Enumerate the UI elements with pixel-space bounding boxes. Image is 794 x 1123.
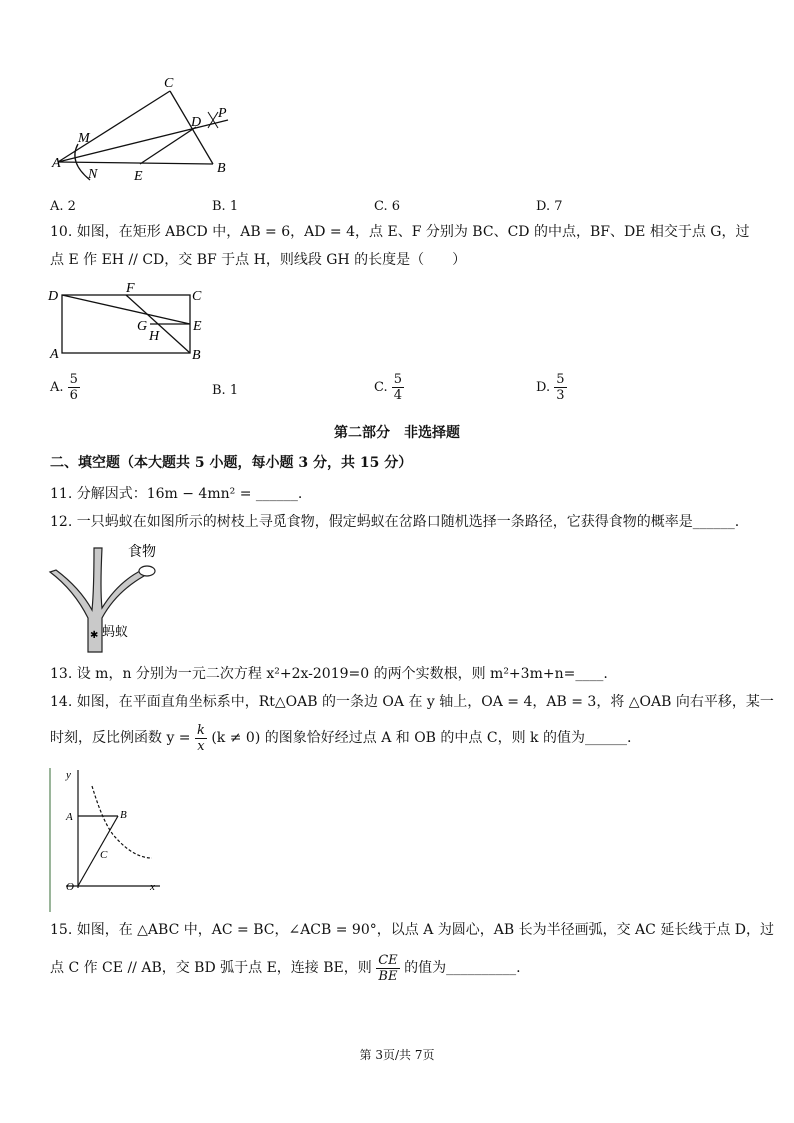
label-D: D (191, 115, 202, 130)
label-H: H (149, 329, 160, 344)
section2-heading: 二、填空题（本大题共 5 小题，每小题 3 分，共 15 分） (50, 455, 413, 471)
label-A: A (52, 156, 61, 171)
label-F: F (126, 281, 135, 296)
label-B: B (192, 348, 201, 363)
q10-option-d: D. $\frac{5}{3}$ (536, 372, 565, 403)
q10-figure (46, 278, 216, 366)
label-B: B (217, 161, 226, 176)
label-O: O (66, 881, 74, 893)
label-A: A (50, 347, 59, 362)
page-footer: 第 3页/共 7页 (359, 1048, 435, 1062)
q15-line2: 点 C 作 CE // AB，交 BD 弧于点 E，连接 BE，则 $\frac{CE}{BE}$ 的值为__________. (50, 952, 521, 984)
label-D: D (48, 289, 59, 304)
q12-tree-figure (44, 540, 184, 660)
q14-figure (46, 766, 176, 916)
label-B: B (120, 809, 127, 821)
label-N: N (88, 167, 98, 182)
label-x: x (150, 881, 155, 893)
label-G: G (137, 319, 148, 334)
label-A: A (66, 811, 73, 823)
label-P: P (218, 106, 227, 121)
label-C: C (192, 289, 202, 304)
q10-line2: 点 E 作 EH // CD，交 BF 于点 H，则线段 GH 的长度是（ ） (50, 252, 467, 268)
q10-line1: 10. 如图，在矩形 ABCD 中，AB = 6，AD = 4，点 E、F 分别为 BC、CD 的中点，BF、DE 相交于点 G，过 (50, 224, 750, 240)
q11-text: 11. 分解因式：16m − 4mn² = ______. (50, 486, 303, 502)
label-M: M (78, 131, 90, 146)
q15-line1: 15. 如图，在 △ABC 中，AC = BC，∠ACB = 90°，以点 A 为圆心，AB 长为半径画弧，交 AC 延长线于点 D，过 (50, 922, 775, 938)
q9-option-a: A. 2 (50, 199, 76, 214)
q14-line2: 时刻，反比例函数 y = $\frac{k}{x}$ (k ≠ 0) 的图象恰好经过点 A 和 OB 的中点 C，则 k 的值为______. (50, 722, 632, 754)
q9-option-c: C. 6 (374, 199, 401, 214)
q14-line1: 14. 如图，在平面直角坐标系中，Rt△OAB 的一条边 OA 在 y 轴上，OA = 4，AB = 3，将 △OAB 向右平移，某一 (50, 694, 774, 710)
food-label: 食物 (128, 544, 156, 560)
label-y: y (66, 769, 71, 781)
q10-option-c: C. $\frac{5}{4}$ (374, 372, 403, 403)
ant-label: 蚂蚁 (102, 625, 129, 640)
label-C: C (164, 76, 174, 91)
q10-option-a: A. $\frac{5}{6}$ (50, 372, 78, 403)
label-C: C (100, 849, 108, 861)
q12-text: 12. 一只蚂蚁在如图所示的树枝上寻觅食物，假定蚂蚁在岔路口随机选择一条路径，它获得食物的概率是______. (50, 514, 740, 530)
food-ellipse (139, 566, 155, 576)
q9-option-d: D. 7 (536, 199, 563, 214)
q9-option-b: B. 1 (212, 199, 239, 214)
q10-option-b: B. 1 (212, 383, 239, 398)
q9-figure (48, 72, 248, 187)
part2-title: 第二部分 非选择题 (334, 425, 460, 441)
label-E: E (193, 319, 202, 334)
svg-text:✱: ✱ (90, 630, 99, 641)
q13-text: 13. 设 m，n 分别为一元二次方程 x²+2x-2019=0 的两个实数根，则 m²+3m+n=____. (50, 666, 608, 682)
label-E: E (134, 169, 143, 184)
